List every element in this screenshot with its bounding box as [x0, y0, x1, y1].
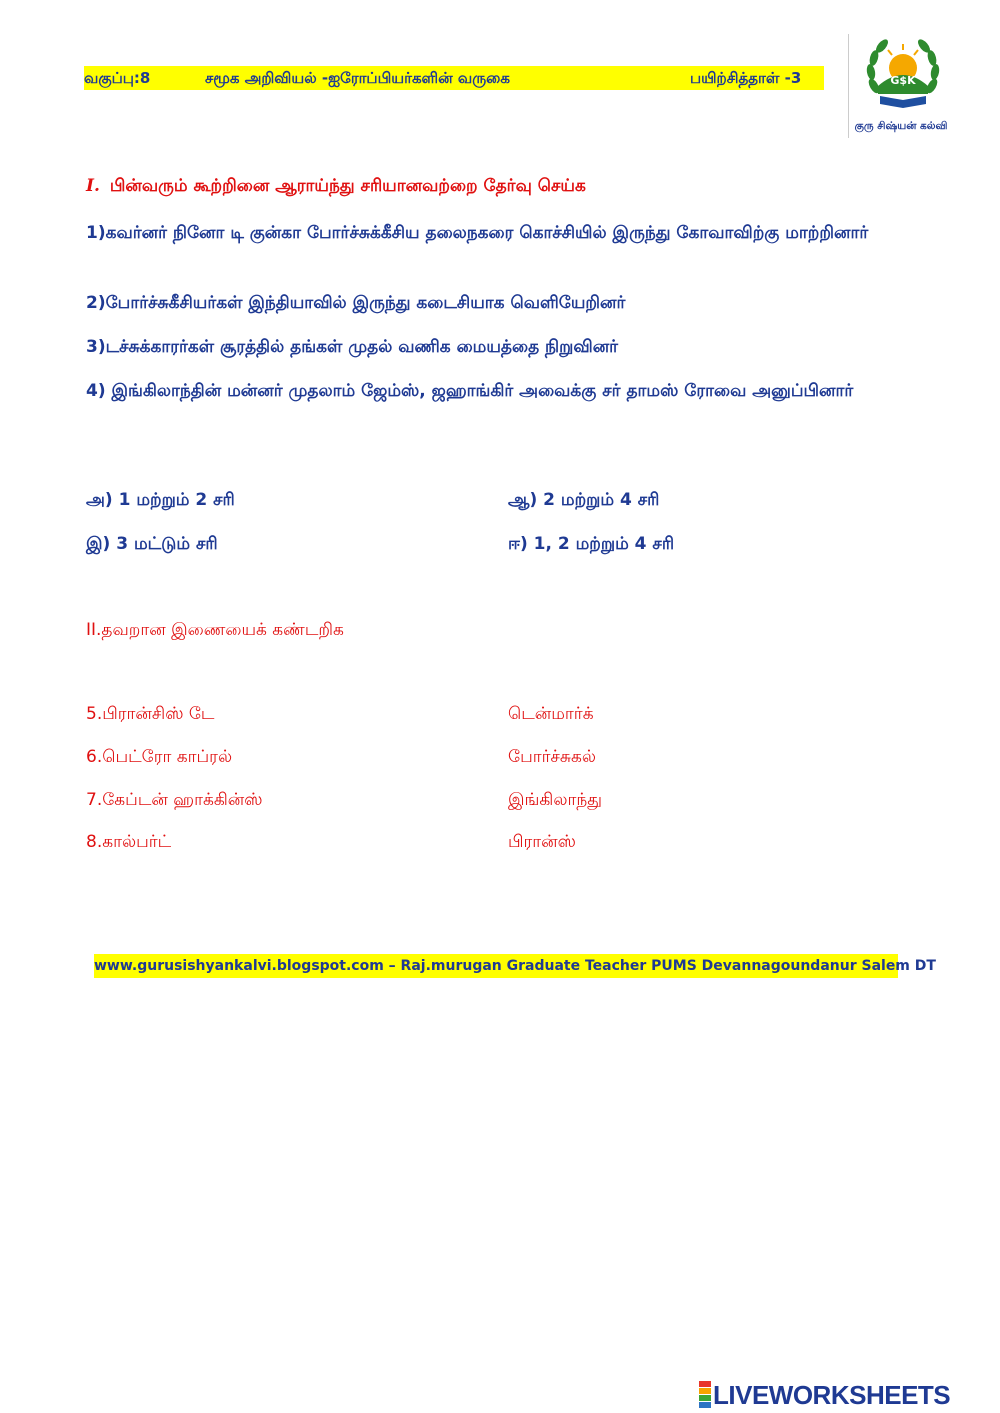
pair-8-left[interactable]: 8.கால்பர்ட் — [86, 832, 172, 852]
footer-credit: www.gurusishyankalvi.blogspot.com – Raj.murugan Graduate Teacher PUMS Devannagoundanur Salem DT — [94, 958, 936, 974]
worksheet-number: பயிற்சித்தாள் -3 — [690, 69, 802, 87]
statement-2: 2)போர்ச்சுகீசியர்கள் இந்தியாவில் இருந்து கடைசியாக வெளியேறினர் — [86, 293, 626, 313]
pair-6-right: போர்ச்சுகல் — [508, 747, 596, 767]
class-label: வகுப்பு:8 — [84, 69, 151, 87]
statement-1: 1)கவர்னர் நினோ டி குன்கா போர்ச்சுக்கீசிய தலைநகரை கொச்சியில் இருந்து கோவாவிற்கு மாற்றினார் — [86, 223, 869, 243]
option-b[interactable]: ஆ) 2 மற்றும் 4 சரி — [508, 490, 660, 510]
section1-heading — [86, 176, 586, 198]
pair-5-right: டென்மார்க் — [508, 704, 594, 724]
live-badge-icon — [697, 1380, 713, 1410]
statement-4: 4) இங்கிலாந்தின் மன்னர் முதலாம் ஜேம்ஸ், ஜஹாங்கிர் அவைக்கு சர் தாமஸ் ரோவை அனுப்பினார் — [86, 381, 854, 401]
statement-3: 3)டச்சுக்காரர்கள் சூரத்தில் தங்கள் முதல் வணிக மையத்தை நிறுவினர் — [86, 337, 619, 357]
gsk-logo — [866, 34, 940, 114]
pair-7-right: இங்கிலாந்து — [508, 790, 602, 810]
liveworksheets-brand: LIVEWORKSHEETS — [713, 1379, 951, 1410]
section1-title: பின்வரும் கூற்றினை ஆராய்ந்து சரியானவற்றை தேர்வு செய்க — [109, 176, 586, 196]
section1-number: I. — [86, 176, 100, 196]
liveworksheets-watermark — [697, 1380, 950, 1410]
option-c[interactable]: இ) 3 மட்டும் சரி — [86, 534, 218, 554]
pair-6-left[interactable]: 6.பெட்ரோ காப்ரல் — [86, 747, 233, 767]
pair-7-left[interactable]: 7.கேப்டன் ஹாக்கின்ஸ் — [86, 790, 263, 810]
pair-5-left[interactable]: 5.பிரான்சிஸ் டே — [86, 704, 215, 724]
pair-8-right: பிரான்ஸ் — [508, 832, 576, 852]
subject-title: சமூக அறிவியல் -ஐரோப்பியர்களின் வருகை — [205, 69, 510, 87]
option-a[interactable]: அ) 1 மற்றும் 2 சரி — [86, 490, 235, 510]
section2-heading: II.தவறான இணையைக் கண்டறிக — [86, 620, 344, 640]
logo-caption: குரு சிஷ்யன் கல்வி — [854, 120, 948, 132]
logo-initials: G$K — [890, 74, 916, 87]
option-d[interactable]: ஈ) 1, 2 மற்றும் 4 சரி — [508, 534, 675, 554]
